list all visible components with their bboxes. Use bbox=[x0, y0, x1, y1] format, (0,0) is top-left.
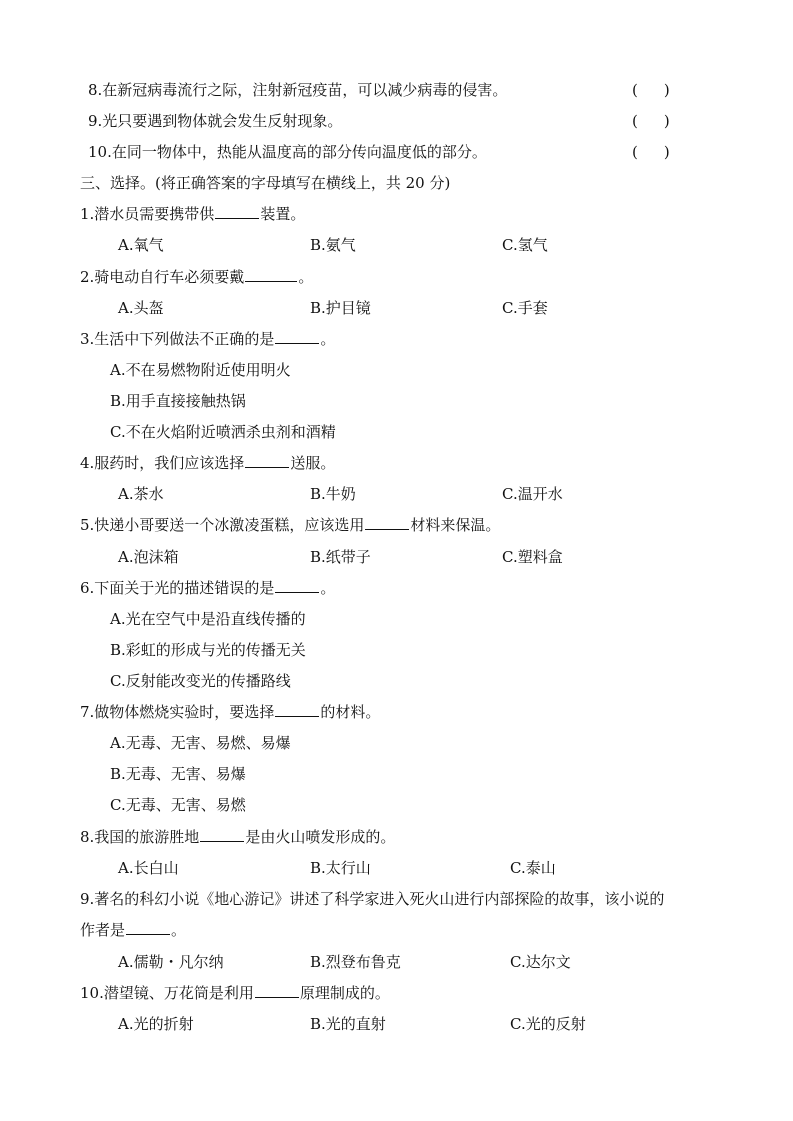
judgement-item-8: 8.在新冠病毒流行之际，注射新冠疫苗，可以减少病毒的侵害。 bbox=[88, 81, 508, 99]
option-b: B.彩虹的形成与光的传播无关 bbox=[110, 641, 306, 659]
option-b: B.氨气 bbox=[310, 236, 356, 254]
option-a: A.光的折射 bbox=[118, 1015, 194, 1033]
option-b: B.牛奶 bbox=[310, 485, 356, 503]
question-10: 10.潜望镜、万花筒是利用 原理制成的。 bbox=[80, 984, 390, 1002]
option-a: A.不在易燃物附近使用明火 bbox=[110, 361, 291, 379]
judgement-item-9: 9.光只要遇到物体就会发生反射现象。 bbox=[88, 112, 343, 130]
option-b: B.无毒、无害、易爆 bbox=[110, 765, 246, 783]
answer-paren-9[interactable]: ( ) bbox=[632, 112, 670, 130]
option-b: B.用手直接接触热锅 bbox=[110, 392, 246, 410]
option-b: B.纸带子 bbox=[310, 548, 371, 566]
question-9-line2: 作者是 。 bbox=[80, 921, 187, 939]
option-c: C.温开水 bbox=[502, 485, 563, 503]
answer-blank[interactable] bbox=[245, 453, 289, 468]
option-a: A.无毒、无害、易燃、易爆 bbox=[110, 734, 291, 752]
question-1: 1.潜水员需要携带供 装置。 bbox=[80, 205, 306, 223]
answer-blank[interactable] bbox=[275, 329, 319, 344]
option-c: C.反射能改变光的传播路线 bbox=[110, 672, 291, 690]
question-2: 2.骑电动自行车必须要戴 。 bbox=[80, 268, 314, 286]
option-c: C.无毒、无害、易燃 bbox=[110, 796, 246, 814]
question-3: 3.生活中下列做法不正确的是 。 bbox=[80, 330, 336, 348]
option-a: A.茶水 bbox=[118, 485, 164, 503]
question-7: 7.做物体燃烧实验时，要选择 的材料。 bbox=[80, 703, 381, 721]
option-c: C.塑料盒 bbox=[502, 548, 563, 566]
option-c: C.光的反射 bbox=[510, 1015, 586, 1033]
answer-blank[interactable] bbox=[255, 983, 299, 998]
option-c: C.手套 bbox=[502, 299, 548, 317]
question-8: 8.我国的旅游胜地 是由火山喷发形成的。 bbox=[80, 828, 396, 846]
section-title: 三、选择。(将正确答案的字母填写在横线上，共 20 分) bbox=[80, 174, 451, 192]
option-a: A.光在空气中是沿直线传播的 bbox=[110, 610, 306, 628]
option-c: C.泰山 bbox=[510, 859, 556, 877]
option-c: C.不在火焰附近喷洒杀虫剂和酒精 bbox=[110, 423, 336, 441]
option-b: B.太行山 bbox=[310, 859, 371, 877]
option-c: C.达尔文 bbox=[510, 953, 571, 971]
answer-blank[interactable] bbox=[245, 267, 297, 282]
option-a: A.儒勒・凡尔纳 bbox=[118, 953, 224, 971]
answer-paren-10[interactable]: ( ) bbox=[632, 143, 670, 161]
option-a: A.泡沫箱 bbox=[118, 548, 179, 566]
question-6: 6.下面关于光的描述错误的是 。 bbox=[80, 579, 336, 597]
answer-blank[interactable] bbox=[365, 515, 409, 530]
answer-paren-8[interactable]: ( ) bbox=[632, 81, 670, 99]
question-4: 4.服药时，我们应该选择 送服。 bbox=[80, 454, 336, 472]
option-a: A.长白山 bbox=[118, 859, 179, 877]
answer-blank[interactable] bbox=[275, 702, 319, 717]
option-c: C.氢气 bbox=[502, 236, 548, 254]
option-a: A.氧气 bbox=[118, 236, 164, 254]
answer-blank[interactable] bbox=[126, 920, 170, 935]
judgement-item-10: 10.在同一物体中，热能从温度高的部分传向温度低的部分。 bbox=[88, 143, 487, 161]
option-b: B.烈登布鲁克 bbox=[310, 953, 401, 971]
answer-blank[interactable] bbox=[275, 578, 319, 593]
option-a: A.头盔 bbox=[118, 299, 164, 317]
option-b: B.护目镜 bbox=[310, 299, 371, 317]
question-9: 9.著名的科幻小说《地心游记》讲述了科学家进入死火山进行内部探险的故事，该小说的 bbox=[80, 890, 665, 908]
option-b: B.光的直射 bbox=[310, 1015, 386, 1033]
answer-blank[interactable] bbox=[200, 827, 244, 842]
answer-blank[interactable] bbox=[215, 204, 259, 219]
question-5: 5.快递小哥要送一个冰激凌蛋糕，应该选用 材料来保温。 bbox=[80, 516, 501, 534]
